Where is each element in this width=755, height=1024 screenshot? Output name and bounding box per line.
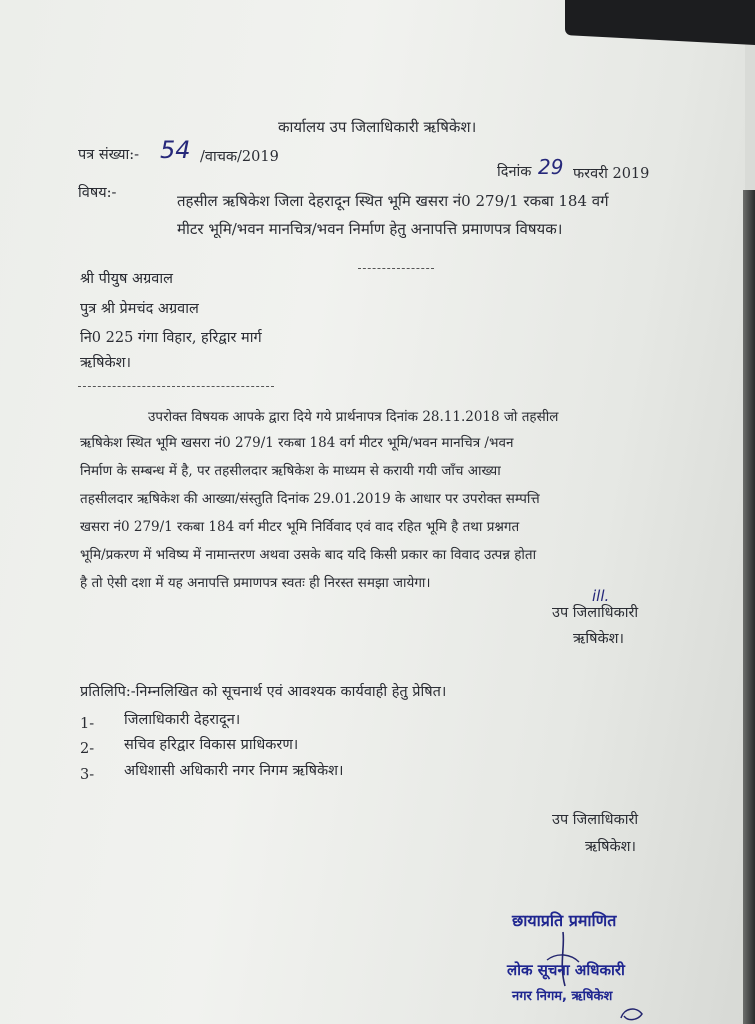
copy-item-number: 3- — [80, 767, 95, 783]
separator-line — [358, 268, 434, 269]
body-line-6: भूमि/प्रकरण में भविष्य में नामान्तरण अथवा उसके बाद यदि किसी प्रकार का विवाद उत्पन्न होता — [80, 547, 537, 563]
stamp-office: नगर निगम, ऋषिकेश — [512, 989, 613, 1004]
subject-line-2: मीटर भूमि/भवन मानचित्र/भवन निर्माण हेतु अनापत्ति प्रमाणपत्र विषयक। — [177, 220, 563, 238]
separator-line — [78, 386, 274, 387]
signature2-designation: उप जिलाधिकारी — [552, 812, 639, 828]
addressee-city: ऋषिकेश। — [80, 355, 131, 371]
signature-initials: ill. — [592, 587, 610, 605]
copy-item-number: 2- — [80, 741, 95, 757]
office-title: कार्यालय उप जिलाधिकारी ऋषिकेश। — [278, 118, 477, 136]
signature1-place: ऋषिकेश। — [573, 631, 624, 647]
body-line-3: निर्माण के सम्बन्ध में है, पर तहसीलदार ऋषिकेश के माध्यम से करायी गयी जाँच आख्या — [80, 463, 501, 479]
date-day-handwritten: 29 — [538, 155, 564, 179]
signature2-place: ऋषिकेश। — [585, 839, 636, 855]
handwritten-signature — [535, 930, 595, 990]
ref-suffix: /वाचक/2019 — [200, 149, 279, 165]
copy-item-text: अधिशासी अधिकारी नगर निगम ऋषिकेश। — [124, 763, 344, 779]
body-line-7: है तो ऐसी दशा में यह अनापत्ति प्रमाणपत्र स्वतः ही निरस्त समझा जायेगा। — [80, 575, 431, 591]
addressee-parent: पुत्र श्री प्रेमचंद अग्रवाल — [80, 301, 199, 317]
subject-label: विषय:- — [78, 185, 117, 201]
addressee-address: नि0 225 गंगा विहार, हरिद्वार मार्ग — [80, 330, 262, 346]
signature1-designation: उप जिलाधिकारी — [552, 605, 639, 621]
ref-number-handwritten: 54 — [160, 136, 191, 164]
ref-prefix: पत्र संख्या:- — [78, 147, 140, 163]
body-line-2: ऋषिकेश स्थित भूमि खसरा नं0 279/1 रकबा 184 वर्ग मीटर भूमि/भवन मानचित्र /भवन — [80, 435, 514, 451]
copy-item-text: जिलाधिकारी देहरादून। — [124, 712, 241, 728]
stamp-flourish — [618, 1002, 648, 1024]
copy-item-text: सचिव हरिद्वार विकास प्राधिकरण। — [124, 737, 299, 753]
stamp-officer-title: लोक सूचना अधिकारी — [507, 961, 625, 979]
body-line-4: तहसीलदार ऋषिकेश की आख्या/संस्तुति दिनांक 29.01.2019 के आधार पर उपरोक्त सम्पत्ति — [80, 491, 540, 507]
page-edge-shadow — [743, 190, 755, 1024]
body-line-1: उपरोक्त विषयक आपके द्वारा दिये गये प्रार्थनापत्र दिनांक 28.11.2018 जो तहसील — [148, 409, 559, 425]
addressee-name: श्री पीयुष अग्रवाल — [80, 271, 173, 287]
stamp-attested-copy: छायाप्रति प्रमाणित — [512, 911, 617, 930]
body-line-5: खसरा नं0 279/1 रकबा 184 वर्ग मीटर भूमि निर्विवाद एवं वाद रहित भूमि है तथा प्रश्नगत — [80, 519, 520, 535]
subject-line-1: तहसील ऋषिकेश जिला देहरादून स्थित भूमि खसरा नं0 279/1 रकबा 184 वर्ग — [177, 192, 609, 210]
date-label: दिनांक — [497, 164, 532, 180]
copy-item-number: 1- — [80, 716, 95, 732]
copy-heading: प्रतिलिपि:-निम्नलिखित को सूचनार्थ एवं आवश्यक कार्यवाही हेतु प्रेषित। — [80, 684, 447, 700]
date-month-year: फरवरी 2019 — [573, 166, 650, 182]
